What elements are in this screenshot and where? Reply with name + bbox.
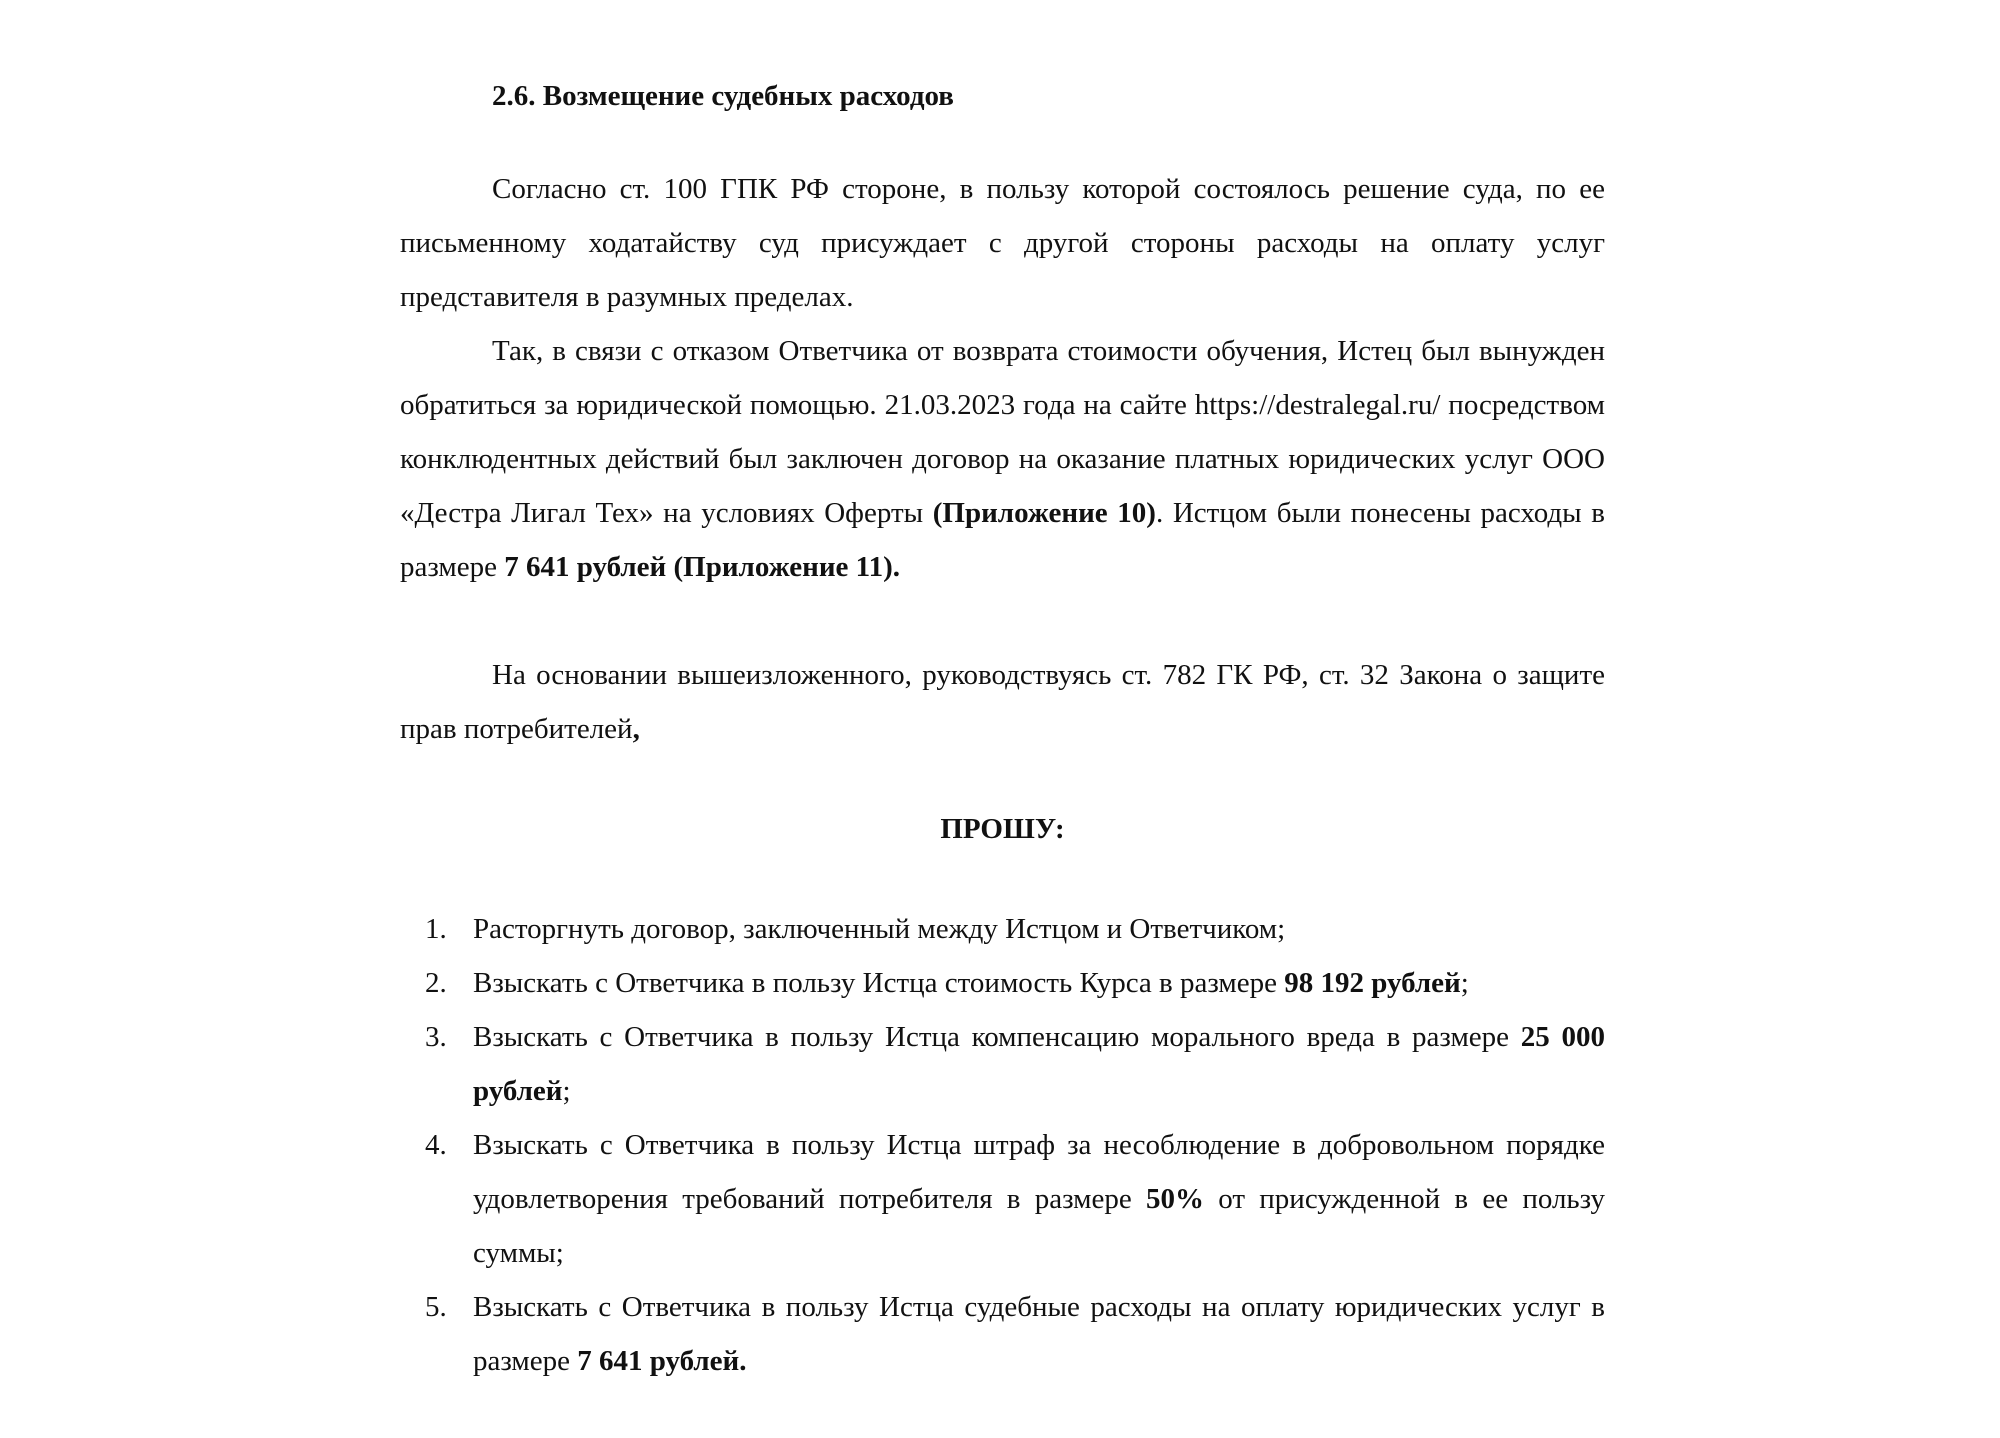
list-item xyxy=(400,1280,1605,1388)
list-text-tail: от присужденной в ее пользу суммы; xyxy=(473,1183,1606,1269)
paragraph-text: . Истцом были понесены расходы в размере xyxy=(400,497,1605,583)
list-text-tail: ; xyxy=(1460,967,1469,999)
paragraph-comma: , xyxy=(632,713,640,745)
paragraph-text: На основании вышеизложенного, руководствуясь ст. 782 ГК РФ, ст. 32 Закона о защите прав потребителей xyxy=(400,659,1605,745)
list-item xyxy=(400,956,1605,1010)
paragraph-basis xyxy=(400,648,1605,756)
list-text: Взыскать с Ответчика в пользу Истца штраф за несоблюдение в добровольном порядке удовлетворения требований потребителя в размере xyxy=(473,1129,1605,1215)
costs-amount: 7 641 рублей (Приложение 11). xyxy=(504,551,900,583)
paragraph-legal-services xyxy=(400,324,1605,594)
list-text: Расторгнуть договор, заключенный между Истцом и Ответчиком; xyxy=(473,913,1286,945)
list-number: 5. xyxy=(425,1291,447,1323)
list-text: Взыскать с Ответчика в пользу Истца стоимость Курса в размере xyxy=(473,967,1285,999)
list-number: 3. xyxy=(425,1021,447,1053)
paragraph-court-costs-law: Согласно ст. 100 ГПК РФ стороне, в пользу которой состоялось решение суда, по ее письменному ходатайству суд присуждает с другой стороны расходы на оплату услуг представителя в разумных пределах. xyxy=(400,173,1605,313)
paragraph-text: Так, в связи с отказом Ответчика от возврата стоимости обучения, Истец был вынужден обратиться за юридической помощью. 21.03.2023 года на сайте https://destralegal.ru/ посредством конклюдентных действий был заключен договор на оказание платных юридических услуг ООО «Дестра Лигал Тех» на условиях Оферты xyxy=(400,335,1605,529)
list-number: 1. xyxy=(425,913,447,945)
document-page xyxy=(400,60,1605,1388)
list-bold: 7 641 рублей. xyxy=(577,1345,747,1377)
list-text: Взыскать с Ответчика в пользу Истца судебные расходы на оплату юридических услуг в размере xyxy=(473,1291,1605,1377)
list-text: Взыскать с Ответчика в пользу Истца компенсацию морального вреда в размере xyxy=(473,1021,1521,1053)
spacer xyxy=(400,594,1605,648)
list-text-tail: ; xyxy=(562,1075,571,1107)
request-list xyxy=(400,902,1605,1388)
list-bold: 25 000 рублей xyxy=(473,1021,1605,1107)
request-title: ПРОШУ: xyxy=(940,813,1065,845)
appendix-10-ref: (Приложение 10) xyxy=(932,497,1156,529)
list-item xyxy=(400,1118,1605,1280)
section-heading: 2.6. Возмещение судебных расходов xyxy=(492,80,954,112)
list-bold: 98 192 рублей xyxy=(1284,967,1461,999)
list-item xyxy=(400,1010,1605,1118)
list-item xyxy=(400,902,1605,956)
list-number: 2. xyxy=(425,967,447,999)
list-number: 4. xyxy=(425,1129,447,1161)
list-bold: 50% xyxy=(1146,1183,1204,1215)
